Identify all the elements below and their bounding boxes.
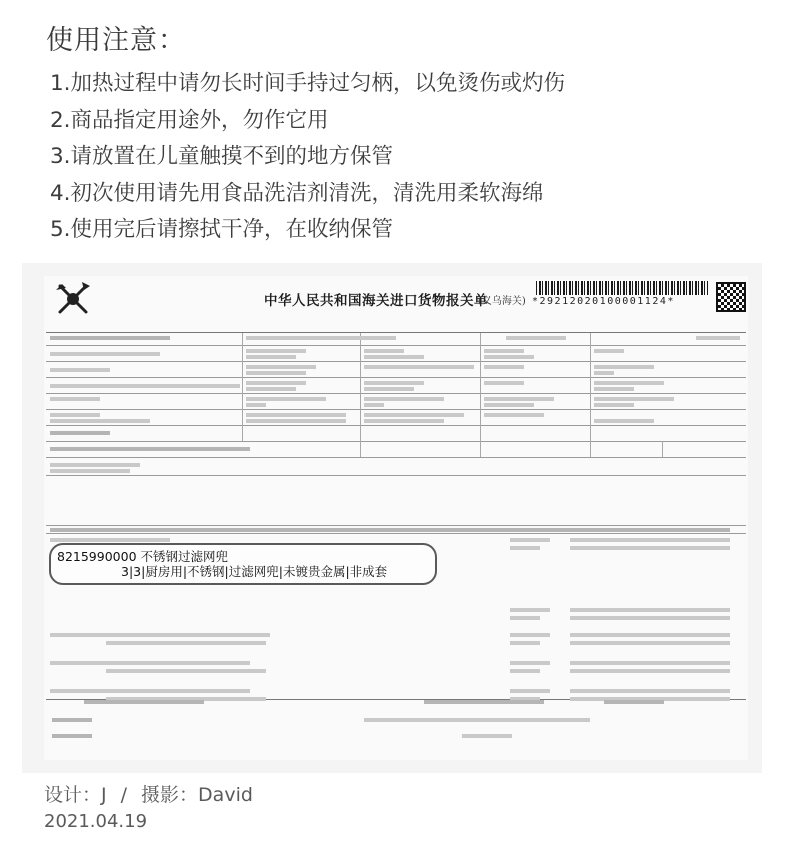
photographer-name: David bbox=[198, 784, 253, 806]
credits-line bbox=[44, 780, 253, 807]
credits-separator: / bbox=[120, 784, 128, 806]
customs-emblem-icon bbox=[52, 278, 94, 320]
design-label: 设计： bbox=[44, 784, 102, 806]
page-title: 使用注意： bbox=[46, 25, 186, 56]
form-barcode bbox=[536, 281, 708, 295]
customs-declaration-form bbox=[44, 276, 748, 760]
usage-note: 4.初次使用请先用食品洗洁剂清洗，清洗用柔软海绵 bbox=[50, 180, 544, 206]
photo-label: 摄影： bbox=[141, 784, 199, 806]
usage-note: 1.加热过程中请勿长时间手持过匀柄，以免烫伤或灼伤 bbox=[50, 71, 566, 96]
usage-notes-list bbox=[50, 66, 565, 249]
item-specification: 3|3|厨房用|不锈钢|过滤网兜|未镀贵金属|非成套 bbox=[121, 564, 388, 579]
form-subtitle: (义乌海关) bbox=[478, 296, 526, 307]
barcode-number: *29212020100001124* bbox=[532, 296, 675, 307]
highlighted-item bbox=[49, 543, 437, 585]
publish-date: 2021.04.19 bbox=[44, 811, 148, 832]
qr-code-icon bbox=[716, 282, 746, 312]
usage-note: 3.请放置在儿童触摸不到的地方保管 bbox=[50, 144, 394, 169]
form-title: 中华人民共和国海关进口货物报关单 bbox=[264, 293, 488, 309]
designer-name: J bbox=[101, 784, 107, 806]
form-grid bbox=[46, 332, 746, 700]
usage-note: 5.使用完后请擦拭干净，在收纳保管 bbox=[50, 217, 394, 242]
usage-note: 2.商品指定用途外，勿作它用 bbox=[50, 107, 329, 133]
item-hs-code: 8215990000 不锈钢过滤网兜 bbox=[57, 549, 229, 564]
